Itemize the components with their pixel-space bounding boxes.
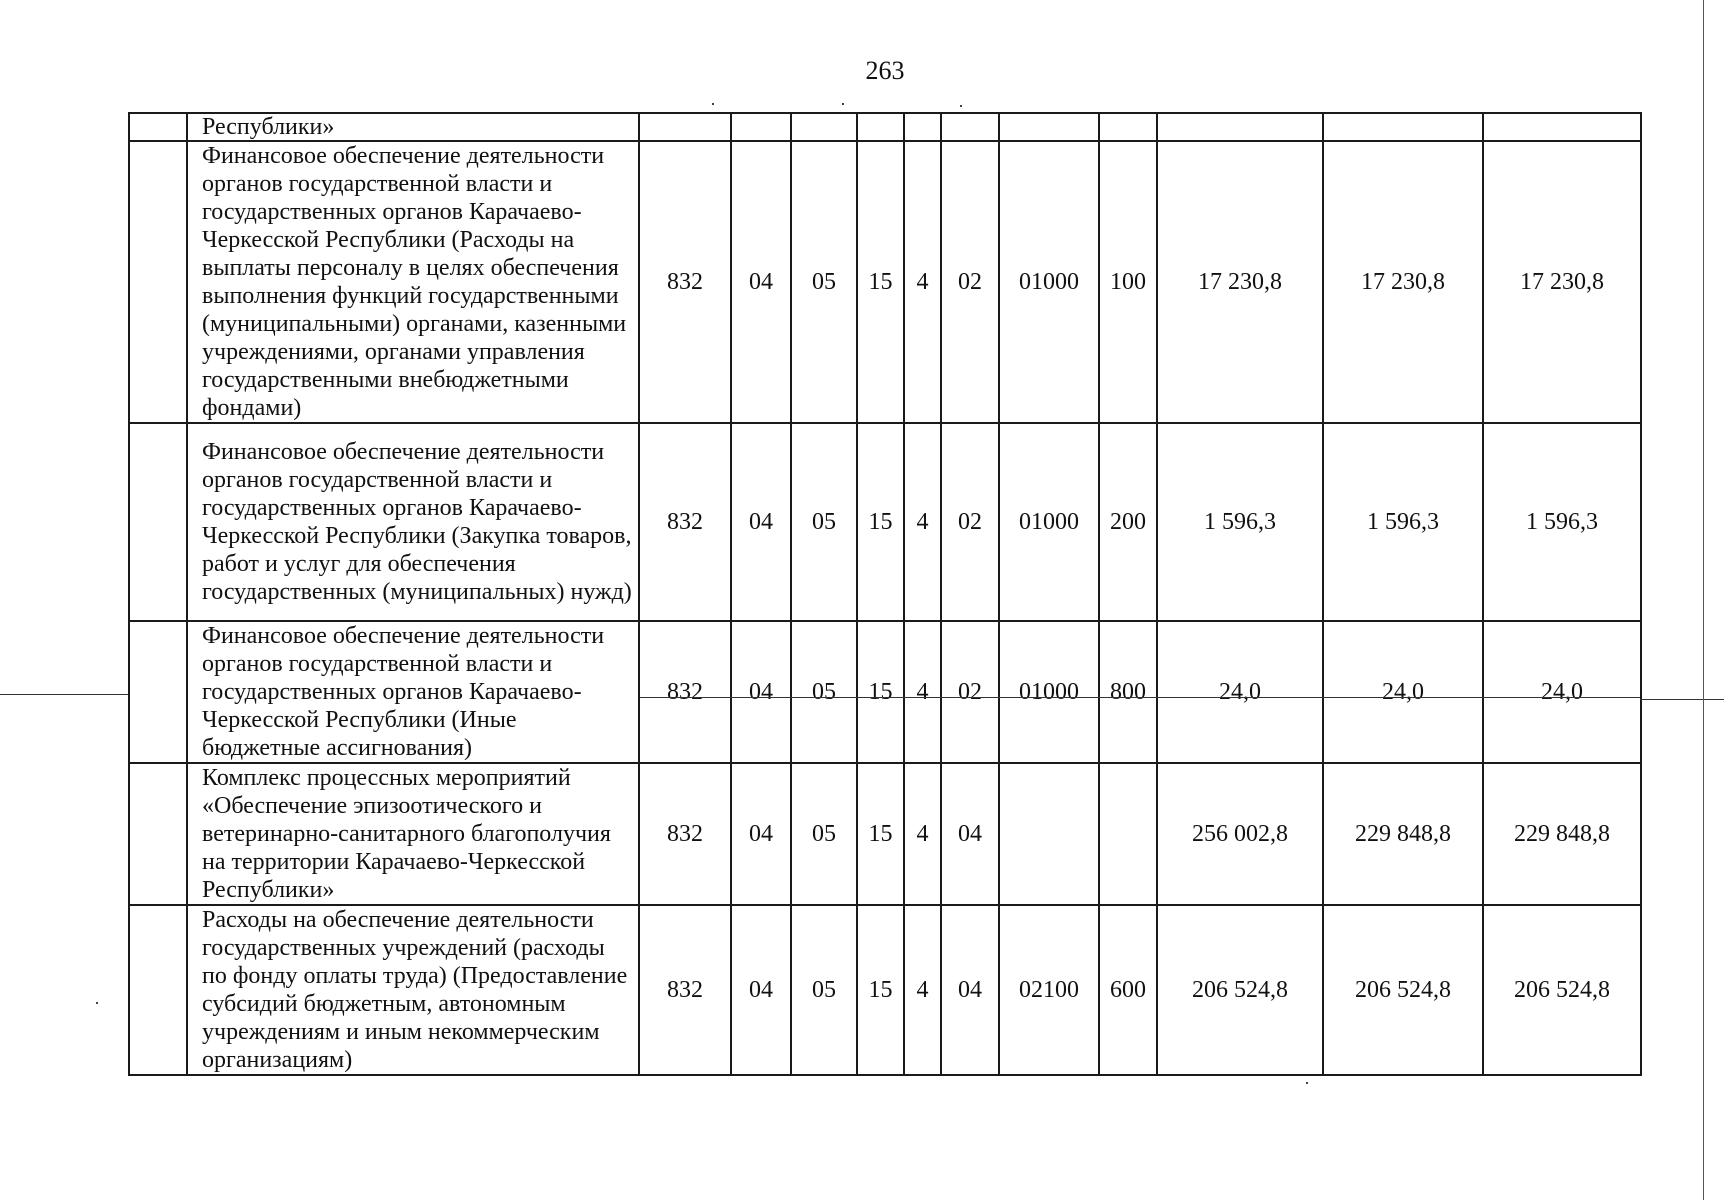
type-code-cell: 4 [904,763,941,905]
program-code-cell: 15 [857,141,904,423]
direction-code-cell: 02100 [999,905,1099,1075]
expense-type-cell [1099,763,1157,905]
section-code-cell: 04 [731,141,791,423]
program-code-cell: 15 [857,621,904,763]
subsection-code-cell: 05 [791,141,857,423]
expense-type-cell: 200 [1099,423,1157,621]
name-cell: Финансовое обеспечение деятельности органов государственной власти и государственных органов Карачаево-Черкесской Республики (Закупка товаров, работ и услуг для обеспечения государственных (муниципальных) нужд) [187,423,639,621]
group-code-cell: 02 [941,423,999,621]
type-code-cell: 4 [904,621,941,763]
type-code-cell: 4 [904,141,941,423]
expense-type-cell: 100 [1099,141,1157,423]
row-number-cell [129,141,187,423]
ministry-code-cell: 832 [639,621,731,763]
name-cell: Финансовое обеспечение деятельности органов государственной власти и государственных органов Карачаево-Черкесской Республики (Иные бюджетные ассигнования) [187,621,639,763]
direction-code-cell: 01000 [999,621,1099,763]
table-row [129,141,1641,423]
table-row [129,621,1641,763]
row-number-cell [129,423,187,621]
ministry-code-cell: 832 [639,905,731,1075]
type-code-cell: 4 [904,905,941,1075]
budget-table [128,112,1642,1076]
group-code-cell: 02 [941,141,999,423]
table-row [129,905,1641,1075]
amount-year1-cell: 256 002,8 [1157,763,1323,905]
program-code-cell: 15 [857,905,904,1075]
scan-speck [712,103,714,105]
scan-artifact-line [640,697,1640,698]
name-cell: Комплекс процессных мероприятий «Обеспечение эпизоотического и ветеринарно-санитарного благополучия на территории Карачаево-Черкесской Республики» [187,763,639,905]
name-cell: Финансовое обеспечение деятельности органов государственной власти и государственных органов Карачаево-Черкесской Республики (Расходы на выплаты персоналу в целях обеспечения выполнения функций государственными (муниципальными) органами, казенными учреждениями, органами управления государственными внебюджетными фондами) [187,141,639,423]
scan-speck [1306,1082,1308,1084]
table-row [129,763,1641,905]
amount-year1-cell: 206 524,8 [1157,905,1323,1075]
amount-year2-cell: 206 524,8 [1323,905,1483,1075]
ministry-code-cell: 832 [639,423,731,621]
amount-year2-cell: 229 848,8 [1323,763,1483,905]
row-number-cell [129,621,187,763]
expense-type-cell: 800 [1099,621,1157,763]
amount-year2-cell: 24,0 [1323,621,1483,763]
ministry-code-cell: 832 [639,763,731,905]
name-cell: Расходы на обеспечение деятельности государственных учреждений (расходы по фонду оплаты труда) (Предоставление субсидий бюджетным, автономным учреждениям и иным некоммерческим организациям) [187,905,639,1075]
row-number-cell [129,763,187,905]
group-code-cell: 04 [941,905,999,1075]
page-number: 263 [865,56,905,85]
direction-code-cell: 01000 [999,141,1099,423]
amount-year2-cell: 17 230,8 [1323,141,1483,423]
ministry-code-cell: 832 [639,141,731,423]
amount-year3-cell: 17 230,8 [1483,141,1641,423]
amount-year1-cell: 24,0 [1157,621,1323,763]
program-code-cell: 15 [857,423,904,621]
section-code-cell: 04 [731,621,791,763]
group-code-cell: 04 [941,763,999,905]
amount-year3-cell: 24,0 [1483,621,1641,763]
expense-type-cell: 600 [1099,905,1157,1075]
scan-speck [96,1002,98,1004]
section-code-cell: 04 [731,423,791,621]
subsection-code-cell: 05 [791,621,857,763]
row-number-cell [129,113,187,141]
section-code-cell: 04 [731,763,791,905]
direction-code-cell [999,763,1099,905]
amount-year3-cell: 1 596,3 [1483,423,1641,621]
table-row [129,423,1641,621]
group-code-cell: 02 [941,621,999,763]
direction-code-cell: 01000 [999,423,1099,621]
row-number-cell [129,905,187,1075]
amount-year2-cell: 1 596,3 [1323,423,1483,621]
scan-speck [960,105,962,107]
scan-speck [842,103,844,105]
section-code-cell: 04 [731,905,791,1075]
amount-year3-cell: 206 524,8 [1483,905,1641,1075]
subsection-code-cell: 05 [791,423,857,621]
name-cell: Республики» [187,113,639,141]
amount-year3-cell: 229 848,8 [1483,763,1641,905]
subsection-code-cell: 05 [791,763,857,905]
table-row [129,113,1641,141]
amount-year1-cell: 17 230,8 [1157,141,1323,423]
program-code-cell: 15 [857,763,904,905]
page-edge-line [1703,0,1704,1200]
amount-year1-cell: 1 596,3 [1157,423,1323,621]
scan-artifact-line [1640,699,1724,700]
scan-artifact-line [0,694,128,695]
type-code-cell: 4 [904,423,941,621]
subsection-code-cell: 05 [791,905,857,1075]
